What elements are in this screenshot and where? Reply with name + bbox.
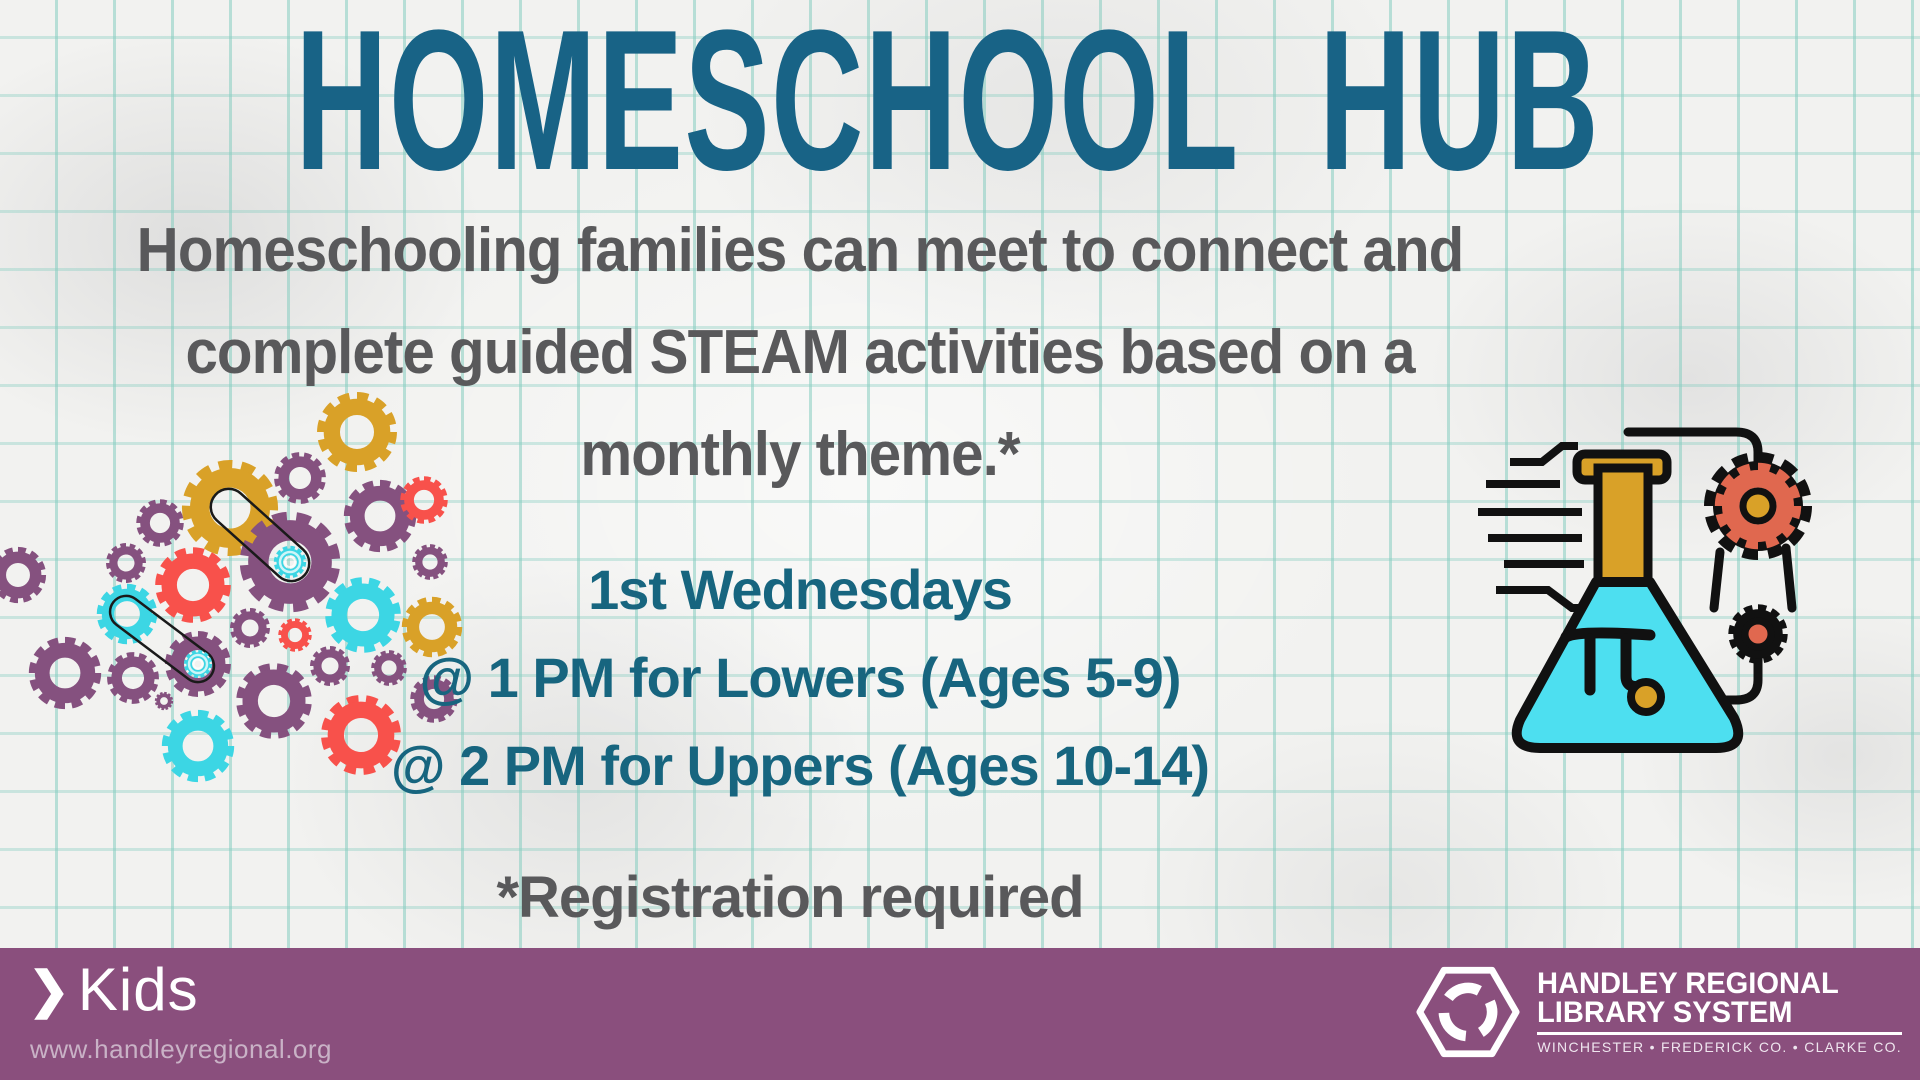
website-url: www.handleyregional.org <box>30 1034 333 1064</box>
library-logo <box>1415 959 1902 1065</box>
description-line: Homeschooling families can meet to connect and <box>136 216 1464 285</box>
hexagon-logo-icon <box>1415 959 1521 1065</box>
flask-gear-bottom-icon <box>1734 610 1782 658</box>
audience-branding <box>28 958 199 1022</box>
library-name-line1: HANDLEY REGIONAL <box>1537 967 1840 1000</box>
description-line: complete guided STEAM activities based on a <box>185 318 1415 387</box>
audience-label: Kids <box>77 956 199 1023</box>
circuit-lines-icon <box>1480 446 1584 608</box>
logo-divider <box>1537 1032 1902 1035</box>
flask-wheel-icon <box>1631 682 1661 712</box>
library-logo-text <box>1537 969 1902 1055</box>
science-flask-illustration <box>1478 418 1918 778</box>
footer-bar <box>0 948 1920 1080</box>
schedule-line: @ 2 PM for Uppers (Ages 10-14) <box>390 734 1210 797</box>
library-name-line2: LIBRARY SYSTEM <box>1537 996 1793 1029</box>
registration-note: *Registration required <box>496 865 1084 930</box>
chevron-icon: ❯ <box>28 962 70 1018</box>
schedule-line: @ 1 PM for Lowers (Ages 5-9) <box>419 646 1181 709</box>
schedule-text <box>0 546 1600 810</box>
description-line: monthly theme.* <box>580 420 1020 489</box>
page-title: HOMESCHOOL HUB <box>295 0 1601 212</box>
schedule-line: 1st Wednesdays <box>588 558 1012 621</box>
library-counties: WINCHESTER • FREDERICK CO. • CLARKE CO. <box>1537 1039 1902 1055</box>
flask-gear-top-icon <box>1714 462 1802 550</box>
